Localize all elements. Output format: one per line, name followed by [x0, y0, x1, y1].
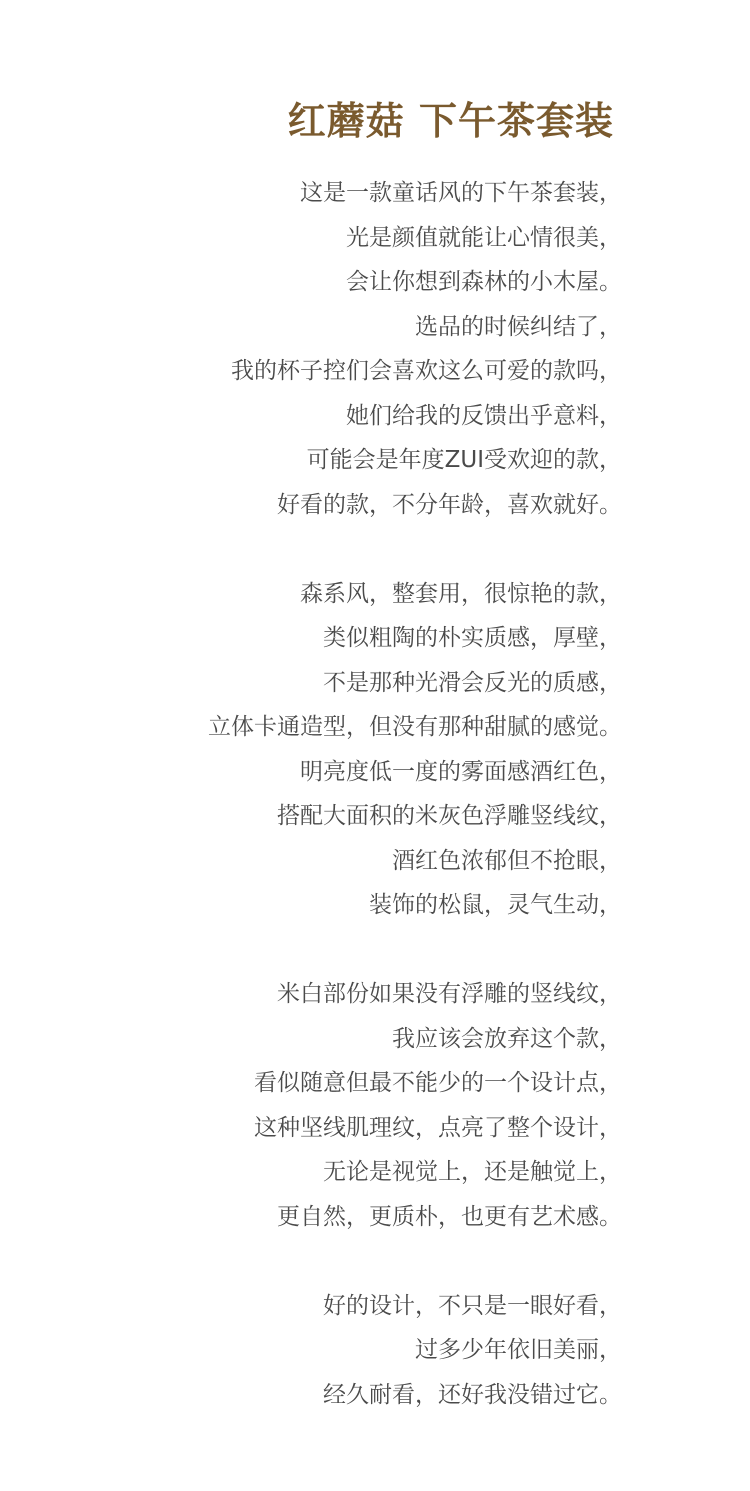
- text-line: 会让你想到森林的小木屋。: [346, 269, 622, 295]
- text-line: 酒红色浓郁但不抢眼，: [392, 847, 622, 874]
- text-line: 装饰的松鼠，灵气生动，: [369, 892, 622, 918]
- text-line: 搭配大面积的米灰色浮雕竖线纹，: [277, 803, 622, 829]
- paragraph-texture: [22, 972, 622, 1239]
- text-line: 选品的时候纠结了，: [415, 313, 622, 340]
- paragraph-intro: [22, 171, 622, 527]
- text-line: 我应该会放弃这个款，: [392, 1025, 622, 1052]
- text-line: 光是颜值就能让心情很美，: [346, 224, 622, 251]
- text-line: 更自然，更质朴，也更有艺术感。: [277, 1203, 622, 1230]
- text-line: 无论是视觉上，还是触觉上，: [323, 1159, 622, 1185]
- text-line: 我的杯子控们会喜欢这么可爱的款吗，: [231, 358, 622, 384]
- text-line: 森系风，整套用，很惊艳的款，: [300, 580, 622, 607]
- text-line: 这种坚线肌理纹，点亮了整个设计，: [254, 1114, 622, 1141]
- text-line: 经久耐看，还好我没错过它。: [323, 1381, 622, 1408]
- page-title: 红蘑菇 下午茶套装: [287, 99, 614, 143]
- text-line: 不是那种光滑会反光的质感，: [323, 669, 622, 696]
- text-line: 米白部份如果没有浮雕的竖线纹，: [277, 981, 622, 1007]
- text-line: 好的设计，不只是一眼好看，: [323, 1292, 622, 1319]
- text-line: 可能会是年度ZUI受欢迎的款，: [306, 447, 622, 473]
- paragraph-style: [22, 572, 622, 928]
- text-line: 看似随意但最不能少的一个设计点，: [254, 1070, 622, 1096]
- paragraph-closing: [22, 1284, 622, 1418]
- text-line: 类似粗陶的朴实质感，厚壁，: [323, 625, 622, 651]
- text-line: 好看的款，不分年龄，喜欢就好。: [277, 491, 622, 518]
- text-line: 她们给我的反馈出乎意料，: [346, 402, 622, 429]
- text-line: 立体卡通造型，但没有那种甜腻的感觉。: [208, 714, 622, 740]
- text-line: 这是一款童话风的下午茶套装，: [300, 180, 622, 206]
- text-line: 明亮度低一度的雾面感酒红色，: [300, 758, 622, 785]
- description-body: [22, 171, 622, 1417]
- text-line: 过多少年依旧美丽，: [415, 1337, 622, 1363]
